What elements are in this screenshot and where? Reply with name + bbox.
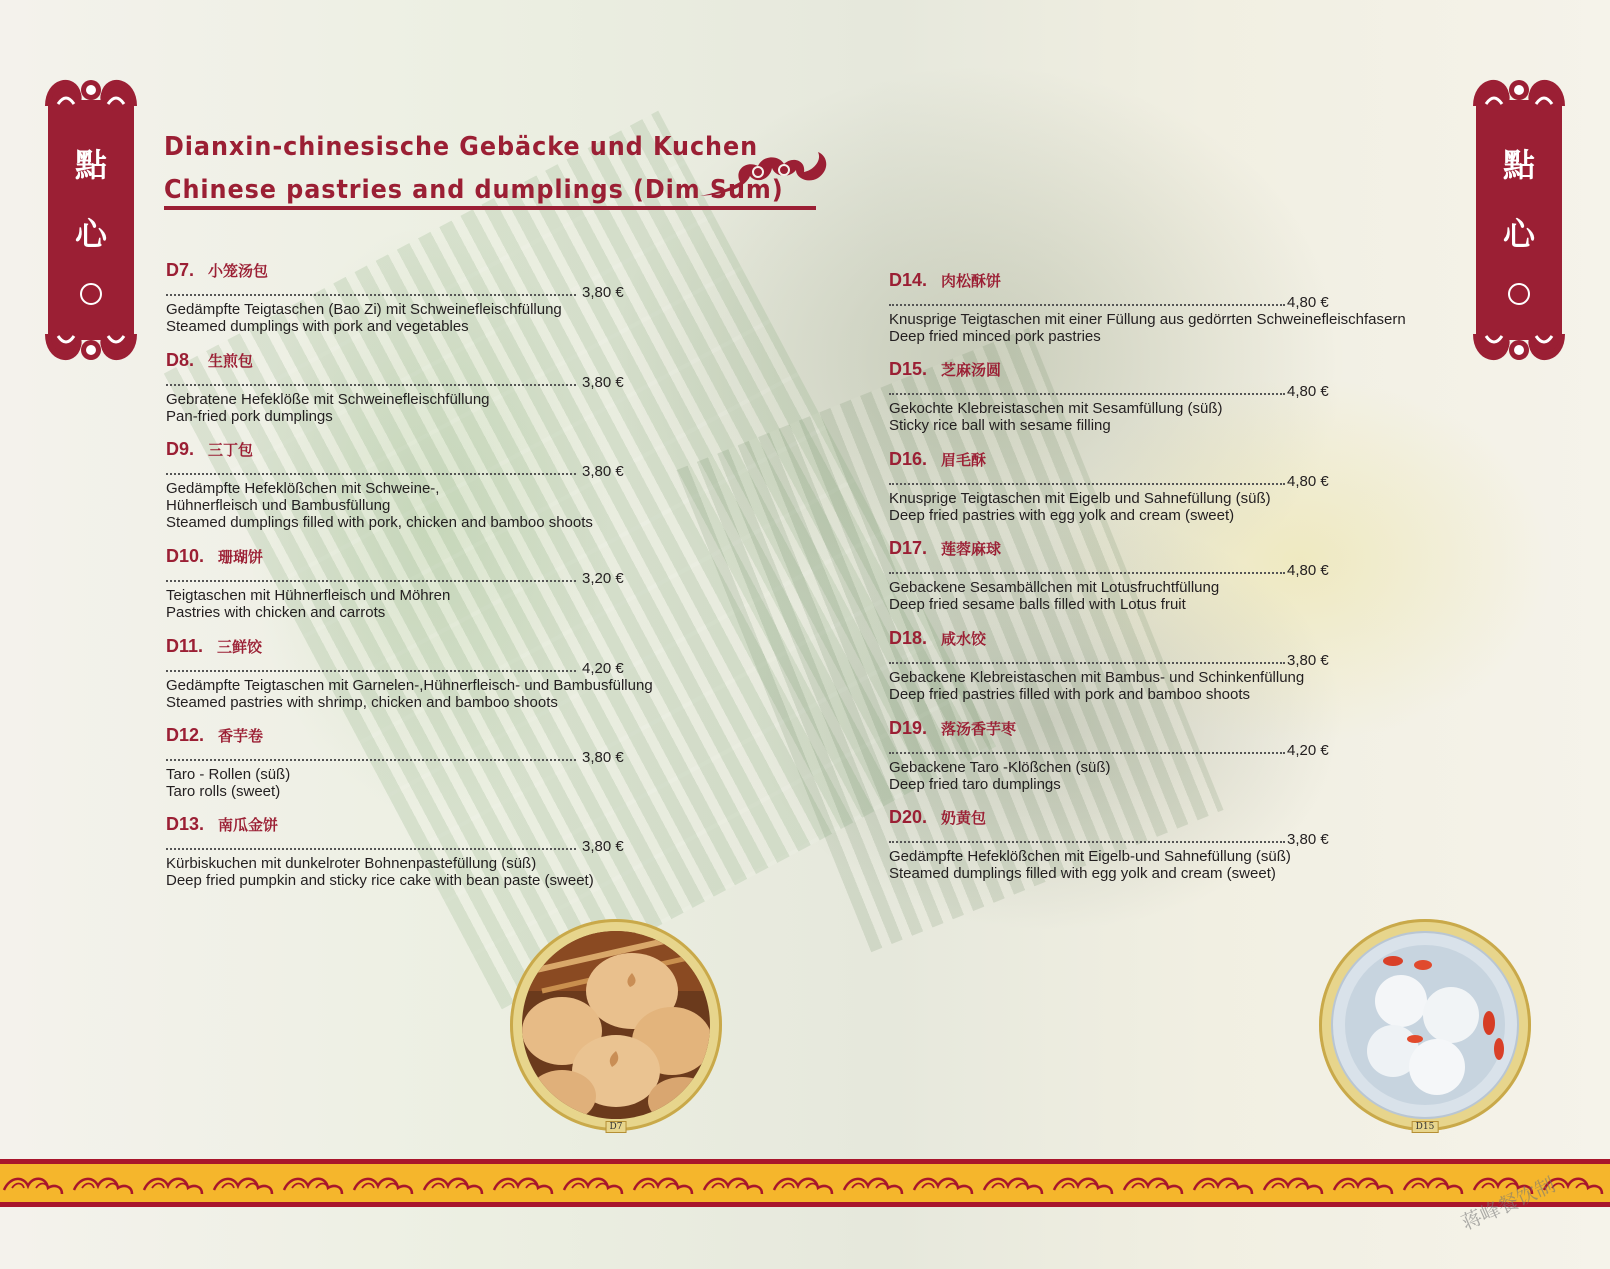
item-desc-en: Pan-fried pork dumplings (166, 408, 333, 425)
item-price: 3,80 € (582, 284, 624, 301)
item-desc-de: Gebratene Hefeklöße mit Schweinefleischfüllung (166, 391, 490, 408)
item-desc-de: Taro - Rollen (süß) (166, 766, 291, 783)
cloud-pattern-border (0, 1159, 1610, 1207)
menu-item (889, 628, 1369, 703)
item-chinese-name: 肉松酥饼 (941, 272, 1002, 290)
banner-char-1: 點 (74, 146, 107, 184)
item-chinese-name: 生煎包 (208, 352, 254, 370)
item-price: 4,80 € (1287, 383, 1329, 400)
dot-leader (889, 752, 1285, 754)
menu-item (889, 538, 1369, 613)
dot-leader (889, 572, 1285, 574)
banner-char-1: 點 (1502, 146, 1535, 184)
item-desc-de: Gedämpfte Teigtaschen mit Garnelen-,Hühnerfleisch- und Bambusfüllung (166, 677, 653, 694)
item-desc-en: Deep fried minced pork pastries (889, 328, 1101, 345)
item-chinese-name: 香芋卷 (218, 727, 264, 745)
item-price: 3,80 € (1287, 831, 1329, 848)
item-price: 4,80 € (1287, 294, 1329, 311)
menu-item (889, 359, 1369, 434)
item-desc-en: Steamed dumplings filled with egg yolk and cream (sweet) (889, 865, 1276, 882)
menu-item (166, 814, 646, 889)
menu-item (166, 260, 646, 335)
side-banner-right (1472, 76, 1566, 364)
photo-caption: D15 (1412, 1121, 1439, 1133)
item-code: D9. (166, 439, 195, 459)
item-chinese-name: 奶黄包 (941, 809, 987, 827)
item-price: 4,80 € (1287, 562, 1329, 579)
item-code: D8. (166, 350, 195, 370)
dumplings-photo (510, 919, 722, 1131)
item-code: D7. (166, 260, 195, 280)
watermark: 蒋峰餐饮制 (1457, 1172, 1559, 1235)
menu-item (889, 807, 1369, 882)
item-desc-de: Gebackene Sesambällchen mit Lotusfruchtfüllung (889, 579, 1220, 596)
item-code: D13. (166, 814, 205, 834)
menu-item (166, 546, 646, 621)
item-desc-de: Kürbiskuchen mit dunkelroter Bohnenpastefüllung (süß) (166, 855, 537, 872)
dot-leader (166, 759, 576, 761)
item-price: 4,20 € (582, 660, 624, 677)
dot-leader (166, 670, 576, 672)
item-desc-en: Sticky rice ball with sesame filling (889, 417, 1111, 434)
banner-char-2: 心 (1502, 215, 1535, 253)
dot-leader (166, 580, 576, 582)
item-chinese-name: 珊瑚饼 (218, 548, 264, 566)
item-desc-de: Gedämpfte Hefeklößchen mit Schweine-, (166, 480, 440, 497)
item-price: 3,80 € (582, 463, 624, 480)
dot-leader (166, 473, 576, 475)
ring-icon (80, 283, 102, 305)
item-desc-de: Knusprige Teigtaschen mit einer Füllung aus gedörrten Schweinefleischfasern (889, 311, 1406, 328)
item-code: D19. (889, 718, 928, 738)
item-desc-de: Knusprige Teigtaschen mit Eigelb und Sahnefüllung (süß) (889, 490, 1271, 507)
item-chinese-name: 莲蓉麻球 (941, 540, 1002, 558)
item-desc-en: Deep fried sesame balls filled with Lotus fruit (889, 596, 1186, 613)
item-price: 3,80 € (582, 749, 624, 766)
item-desc-en: Steamed dumplings filled with pork, chicken and bamboo shoots (166, 514, 593, 531)
item-chinese-name: 小笼汤包 (208, 262, 269, 280)
dot-leader (889, 662, 1285, 664)
item-desc-de: Gebackene Taro -Klößchen (süß) (889, 759, 1111, 776)
item-chinese-name: 咸水饺 (941, 630, 987, 648)
item-desc-de: Gebackene Klebreistaschen mit Bambus- und Schinkenfüllung (889, 669, 1305, 686)
item-desc-en: Deep fried pastries with egg yolk and cream (sweet) (889, 507, 1235, 524)
item-desc-en: Steamed dumplings with pork and vegetables (166, 318, 469, 335)
menu-item (166, 725, 646, 800)
item-price: 3,80 € (1287, 652, 1329, 669)
item-chinese-name: 落汤香芋枣 (941, 720, 1017, 738)
side-banner-left (44, 76, 138, 364)
item-chinese-name: 三丁包 (208, 441, 254, 459)
banner-char-2: 心 (74, 215, 107, 253)
item-desc-en: Pastries with chicken and carrots (166, 604, 386, 621)
item-desc-en: Steamed pastries with shrimp, chicken and bamboo shoots (166, 694, 558, 711)
dot-leader (166, 384, 576, 386)
item-price: 4,80 € (1287, 473, 1329, 490)
sesame-rice-balls-photo (1319, 919, 1531, 1131)
menu-item (889, 718, 1369, 793)
dot-leader (166, 848, 576, 850)
dot-leader (889, 393, 1285, 395)
item-chinese-name: 眉毛酥 (941, 451, 987, 469)
item-desc-de: Gedämpfte Hefeklößchen mit Eigelb-und Sahnefüllung (süß) (889, 848, 1291, 865)
item-desc-en: Deep fried pastries filled with pork and bamboo shoots (889, 686, 1251, 703)
item-code: D20. (889, 807, 928, 827)
cloud-ornament-icon (700, 148, 830, 210)
item-desc-en: Taro rolls (sweet) (166, 783, 281, 800)
item-code: D16. (889, 449, 928, 469)
item-desc-de: Hühnerfleisch und Bambusfüllung (166, 497, 391, 514)
dot-leader (889, 841, 1285, 843)
menu-item (166, 350, 646, 425)
item-code: D10. (166, 546, 205, 566)
dot-leader (889, 483, 1285, 485)
menu-item (166, 636, 653, 711)
item-code: D18. (889, 628, 928, 648)
ring-icon (1508, 283, 1530, 305)
item-code: D11. (166, 636, 204, 656)
item-desc-en: Deep fried pumpkin and sticky rice cake with bean paste (sweet) (166, 872, 594, 889)
item-price: 3,80 € (582, 838, 624, 855)
page-title-english: Chinese pastries and dumplings (Dim Sum) (164, 175, 784, 205)
item-chinese-name: 南瓜金饼 (218, 816, 279, 834)
dot-leader (889, 304, 1285, 306)
item-code: D17. (889, 538, 928, 558)
item-code: D12. (166, 725, 205, 745)
menu-item (889, 449, 1369, 524)
cloud-pattern-icon (0, 1164, 1610, 1202)
item-code: D15. (889, 359, 928, 379)
item-desc-en: Deep fried taro dumplings (889, 776, 1061, 793)
item-chinese-name: 芝麻汤圆 (941, 361, 1002, 379)
item-desc-de: Gekochte Klebreistaschen mit Sesamfüllung (süß) (889, 400, 1223, 417)
item-chinese-name: 三鲜饺 (217, 638, 263, 656)
menu-item (166, 439, 646, 531)
item-desc-de: Gedämpfte Teigtaschen (Bao Zi) mit Schweinefleischfüllung (166, 301, 562, 318)
item-price: 4,20 € (1287, 742, 1329, 759)
dot-leader (166, 294, 576, 296)
item-code: D14. (889, 270, 928, 290)
item-price: 3,20 € (582, 570, 624, 587)
page-title-german: Dianxin-chinesische Gebäcke und Kuchen (164, 132, 759, 162)
item-price: 3,80 € (582, 374, 624, 391)
menu-item (889, 270, 1449, 345)
photo-caption: D7 (606, 1121, 627, 1133)
item-desc-de: Teigtaschen mit Hühnerfleisch und Möhren (166, 587, 451, 604)
